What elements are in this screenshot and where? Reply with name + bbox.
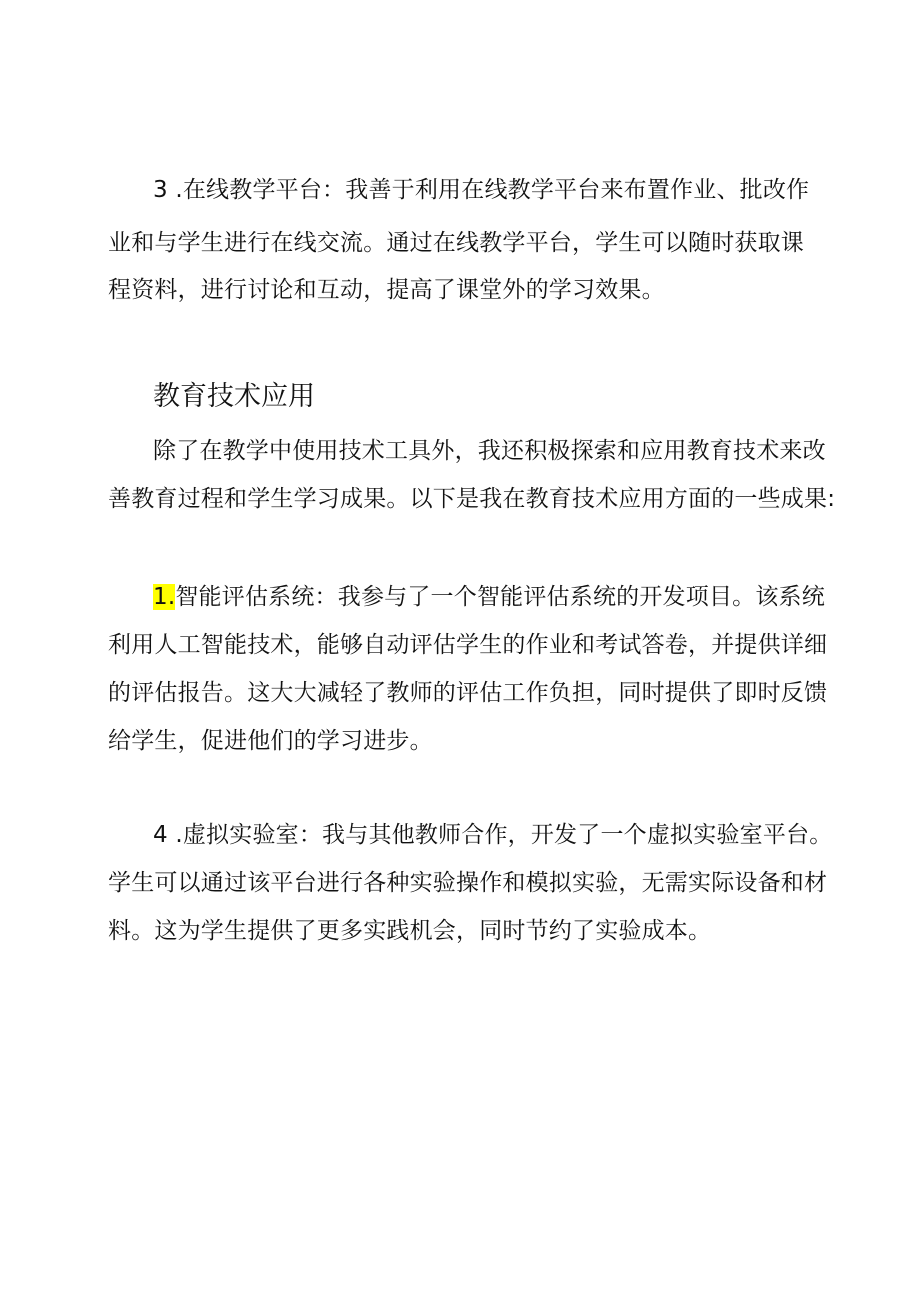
- paragraph-line-first: [153, 583, 825, 611]
- paragraph-line: 的评估报告。这大大减轻了教师的评估工作负担，同时提供了即时反馈: [108, 680, 828, 706]
- paragraph-line: 程资料，进行讨论和互动，提高了课堂外的学习效果。: [108, 277, 665, 303]
- paragraph-line: 3 .在线教学平台：我善于利用在线教学平台来布置作业、批改作: [153, 177, 810, 203]
- paragraph-line: 业和与学生进行在线交流。通过在线教学平台，学生可以随时获取课: [108, 230, 804, 256]
- paragraph-line: 利用人工智能技术，能够自动评估学生的作业和考试答卷，并提供详细: [108, 632, 828, 658]
- paragraph-line: 学生可以通过该平台进行各种实验操作和模拟实验，无需实际设备和材: [108, 870, 828, 896]
- highlighted-item-number: 1.: [153, 584, 176, 610]
- section-heading: 教育技术应用: [153, 381, 315, 412]
- paragraph-line: 善教育过程和学生学习成果。以下是我在教育技术应用方面的一些成果:: [108, 486, 836, 512]
- paragraph-line: 4 .虚拟实验室：我与其他教师合作，开发了一个虚拟实验室平台。: [153, 822, 833, 848]
- paragraph-line: 除了在教学中使用技术工具外，我还积极探索和应用教育技术来改: [153, 438, 826, 464]
- paragraph-line-text: 智能评估系统：我参与了一个智能评估系统的开发项目。该系统: [175, 584, 825, 610]
- paragraph-line: 料。这为学生提供了更多实践机会，同时节约了实验成本。: [108, 918, 712, 944]
- paragraph-line: 给学生，促进他们的学习进步。: [108, 728, 433, 754]
